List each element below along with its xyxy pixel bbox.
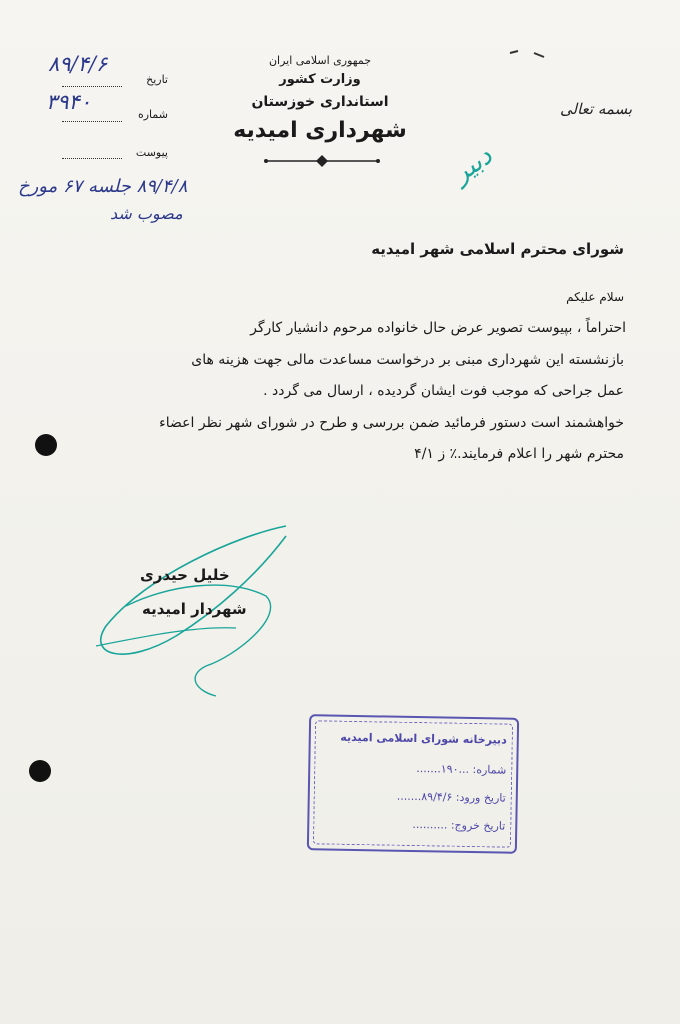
stamp-number: شماره: ...۱۹۰....... [416, 762, 507, 777]
letterhead-governorate: استانداری خوزستان [251, 94, 389, 110]
letter-greeting: سلام علیکم [566, 290, 624, 304]
letter-line-1: احتراماً ، بپیوست تصویر عرض حال خانواده مرحوم دانشیار کارگر [250, 320, 626, 336]
stamp-date-out: تاریخ خروج: .......... [412, 817, 506, 833]
stamp-date-in: تاریخ ورود: ۸۹/۴/۶....... [396, 789, 506, 805]
punch-hole-top [35, 434, 57, 456]
letter-line-3: عمل جراحی که موجب فوت ایشان گردیده ، ارسال می گردد . [263, 383, 624, 399]
signatory-title: شهردار امیدیه [142, 600, 247, 618]
letterhead-ministry: وزارت کشور [279, 72, 361, 87]
ornament-divider-icon [262, 154, 382, 168]
letter-address: شورای محترم اسلامی شهر امیدیه [371, 240, 624, 258]
pen-mark-icon [508, 47, 548, 59]
registry-stamp [307, 714, 519, 854]
stamp-title: دبیرخانه شورای اسلامی امیدیه [340, 730, 507, 747]
number-value: ۳۹۴۰ [46, 90, 92, 114]
letter-line-4: خواهشمند است دستور فرمائید ضمن بررسی و طرح در شورای شهر نظر اعضاء [159, 415, 624, 431]
council-session-note: ۸۹/۴/۸ جلسه ۶۷ مورخ [18, 176, 188, 197]
letter-line-5: محترم شهر را اعلام فرمایند.٪ ز ۴/۱ [414, 446, 624, 462]
letterhead-republic: جمهوری اسلامی ایران [268, 54, 372, 67]
signatory-name: خلیل حیدری [140, 566, 230, 584]
approved-note: مصوب شد [110, 204, 183, 223]
date-value: ۸۹/۴/۶ [48, 52, 108, 76]
letterhead-municipality: شهرداری امیدیه [233, 118, 407, 143]
date-dots [62, 86, 122, 87]
number-label: شماره [137, 108, 168, 121]
cyan-referral-note: دبیر [447, 140, 498, 190]
top-right-mark [508, 44, 538, 48]
number-dots [62, 121, 122, 122]
letter-line-2: بازنشسته این شهرداری مبنی بر درخواست مساعدت مالی جهت هزینه های [191, 352, 624, 368]
punch-hole-bottom [29, 760, 51, 782]
attachment-dots [62, 158, 122, 159]
date-label: تاریخ [146, 73, 168, 86]
attachment-label: پیوست [135, 146, 168, 159]
basmala: بسمه تعالی [560, 100, 633, 118]
